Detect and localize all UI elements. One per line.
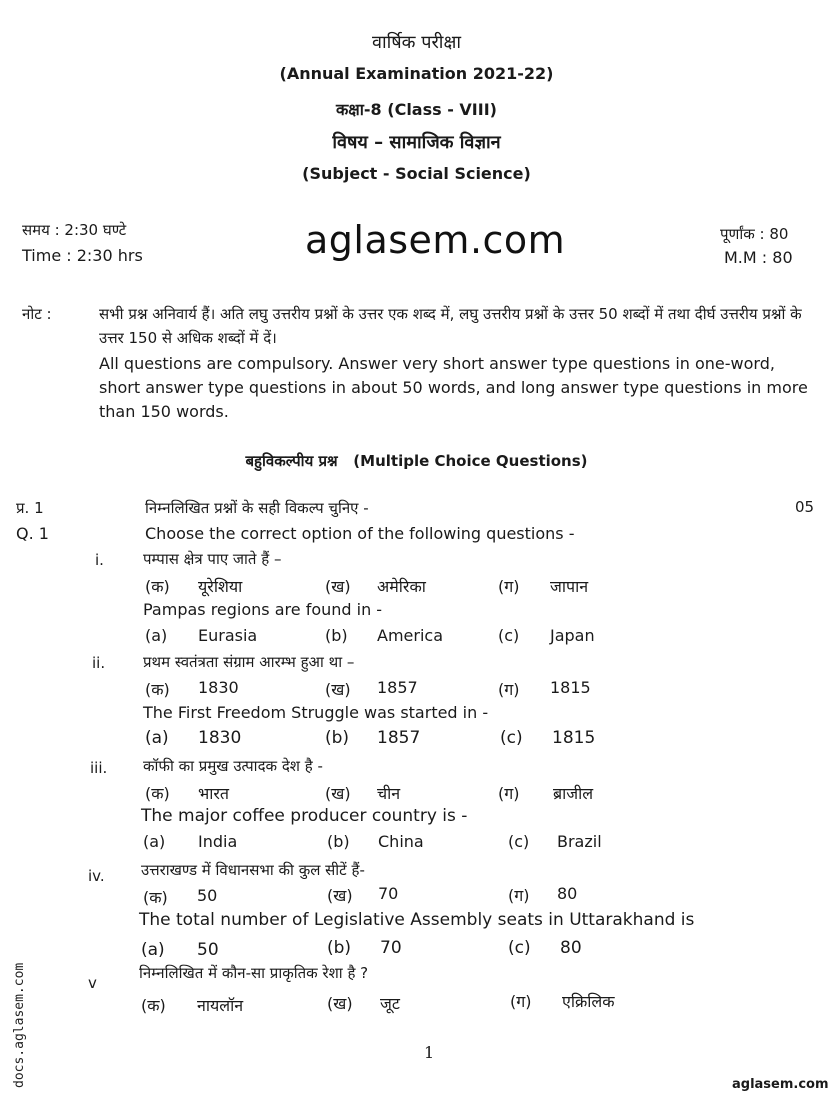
option-text: भारत: [198, 784, 230, 803]
option-label: (c): [498, 626, 520, 645]
item-question-hindi: उत्तराखण्ड में विधानसभा की कुल सीटें हैं-: [141, 861, 365, 879]
marks-english: M.M : 80: [724, 248, 793, 267]
option-label: (ख): [325, 784, 351, 803]
option-text: Eurasia: [198, 626, 258, 645]
option-label: (b): [327, 832, 350, 851]
section-title: बहुविकल्पीय प्रश्न (Multiple Choice Questions): [245, 452, 588, 470]
option-label: (b): [327, 938, 352, 958]
option-label: (b): [325, 626, 348, 645]
option-text: 1830: [198, 678, 239, 697]
item-question-english: Pampas regions are found in -: [143, 600, 383, 619]
item-question-hindi: निम्नलिखित में कौन-सा प्राकृतिक रेशा है ?: [139, 964, 369, 982]
option-label: (ग): [498, 784, 520, 803]
option-text: 80: [557, 884, 578, 903]
option-label: (c): [508, 938, 531, 958]
time-english: Time : 2:30 hrs: [22, 246, 143, 265]
footer-brand: aglasem.com: [732, 1077, 829, 1092]
item-question-hindi: प्रथम स्वतंत्रता संग्राम आरम्भ हुआ था –: [143, 653, 355, 671]
option-text: 70: [380, 938, 402, 958]
option-label: (ख): [327, 886, 353, 905]
option-label: (क): [145, 784, 170, 803]
option-text: अमेरिका: [377, 577, 426, 596]
page-number: 1: [424, 1043, 435, 1062]
option-text: Japan: [550, 626, 595, 645]
option-label: (ग): [498, 577, 520, 596]
subject-hindi: विषय – सामाजिक विज्ञान: [332, 132, 501, 153]
item-number: ii.: [92, 654, 106, 672]
option-label: (ख): [325, 680, 351, 699]
option-label: (ग): [508, 886, 530, 905]
question-number-hindi: प्र. 1: [16, 499, 44, 517]
exam-title-english: (Annual Examination 2021-22): [279, 64, 554, 83]
question-number-english: Q. 1: [16, 524, 49, 543]
option-text: 1857: [377, 678, 418, 697]
item-question-english: The total number of Legislative Assembly seats in Uttarakhand is: [139, 910, 695, 930]
option-text: America: [377, 626, 443, 645]
option-label: (ग): [510, 992, 532, 1011]
option-text: 1857: [377, 728, 421, 748]
option-text: जूट: [380, 994, 400, 1013]
note-hindi: सभी प्रश्न अनिवार्य हैं। अति लघु उत्तरीय प्रश्नों के उत्तर एक शब्द में, लघु उत्तरीय प्रश्नों के उत्तर 50 शब्दों में तथा दीर्घ उत्तरीय प्रश्नों के उत्तर 150 से अधिक शब्दों में दें।: [99, 305, 802, 347]
option-text: 80: [560, 938, 582, 958]
option-label: (ख): [325, 577, 351, 596]
watermark-brand: aglasem.com: [305, 218, 566, 262]
option-label: (b): [325, 728, 350, 748]
item-number: v: [88, 974, 97, 992]
option-text: 1815: [550, 678, 591, 697]
option-text: एक्रिलिक: [562, 992, 615, 1011]
marks-hindi: पूर्णांक : 80: [720, 225, 789, 243]
exam-title-hindi: वार्षिक परीक्षा: [371, 32, 462, 53]
subject-english: (Subject - Social Science): [302, 164, 531, 183]
option-label: (क): [141, 996, 166, 1015]
question-instruction-english: Choose the correct option of the following questions -: [145, 524, 575, 543]
class-label: कक्षा-8 (Class - VIII): [336, 100, 497, 119]
option-label: (ग): [498, 680, 520, 699]
option-label: (a): [145, 626, 168, 645]
option-text: China: [378, 832, 424, 851]
option-text: नायलॉन: [197, 996, 244, 1015]
option-label: (c): [508, 832, 530, 851]
option-label: (क): [145, 680, 170, 699]
option-label: (c): [500, 728, 523, 748]
question-marks: 05: [795, 498, 815, 516]
note-label: नोट :: [22, 305, 52, 323]
option-text: ब्राजील: [553, 784, 594, 803]
item-question-english: The First Freedom Struggle was started in -: [143, 703, 489, 722]
item-question-english: The major coffee producer country is -: [141, 806, 468, 826]
option-text: 50: [197, 886, 218, 905]
option-label: (क): [145, 577, 170, 596]
item-number: iii.: [90, 759, 108, 777]
note-english: All questions are compulsory. Answer very short answer type questions in one-word, short answer type questions in about 50 words, and long answer type questions in more than 150 words.: [99, 354, 808, 421]
option-text: यूरेशिया: [198, 577, 243, 596]
option-text: Brazil: [557, 832, 602, 851]
option-label: (a): [143, 832, 166, 851]
option-label: (क): [143, 888, 168, 907]
item-question-hindi: कॉफी का प्रमुख उत्पादक देश है -: [143, 757, 323, 775]
item-number: i.: [95, 551, 104, 569]
item-question-hindi: पम्पास क्षेत्र पाए जाते हैं –: [143, 550, 282, 568]
side-url: docs.aglasem.com: [12, 962, 27, 1088]
question-instruction-hindi: निम्नलिखित प्रश्नों के सही विकल्प चुनिए -: [145, 499, 369, 517]
option-text: 1815: [552, 728, 596, 748]
option-text: जापान: [550, 577, 589, 596]
time-hindi: समय : 2:30 घण्टे: [22, 221, 127, 239]
option-text: India: [198, 832, 238, 851]
option-text: 1830: [198, 728, 242, 748]
option-text: 50: [197, 940, 219, 960]
option-text: चीन: [377, 784, 401, 803]
option-text: 70: [378, 884, 399, 903]
item-number: iv.: [88, 867, 105, 885]
option-label: (a): [141, 940, 165, 960]
option-label: (a): [145, 728, 169, 748]
option-label: (ख): [327, 994, 353, 1013]
